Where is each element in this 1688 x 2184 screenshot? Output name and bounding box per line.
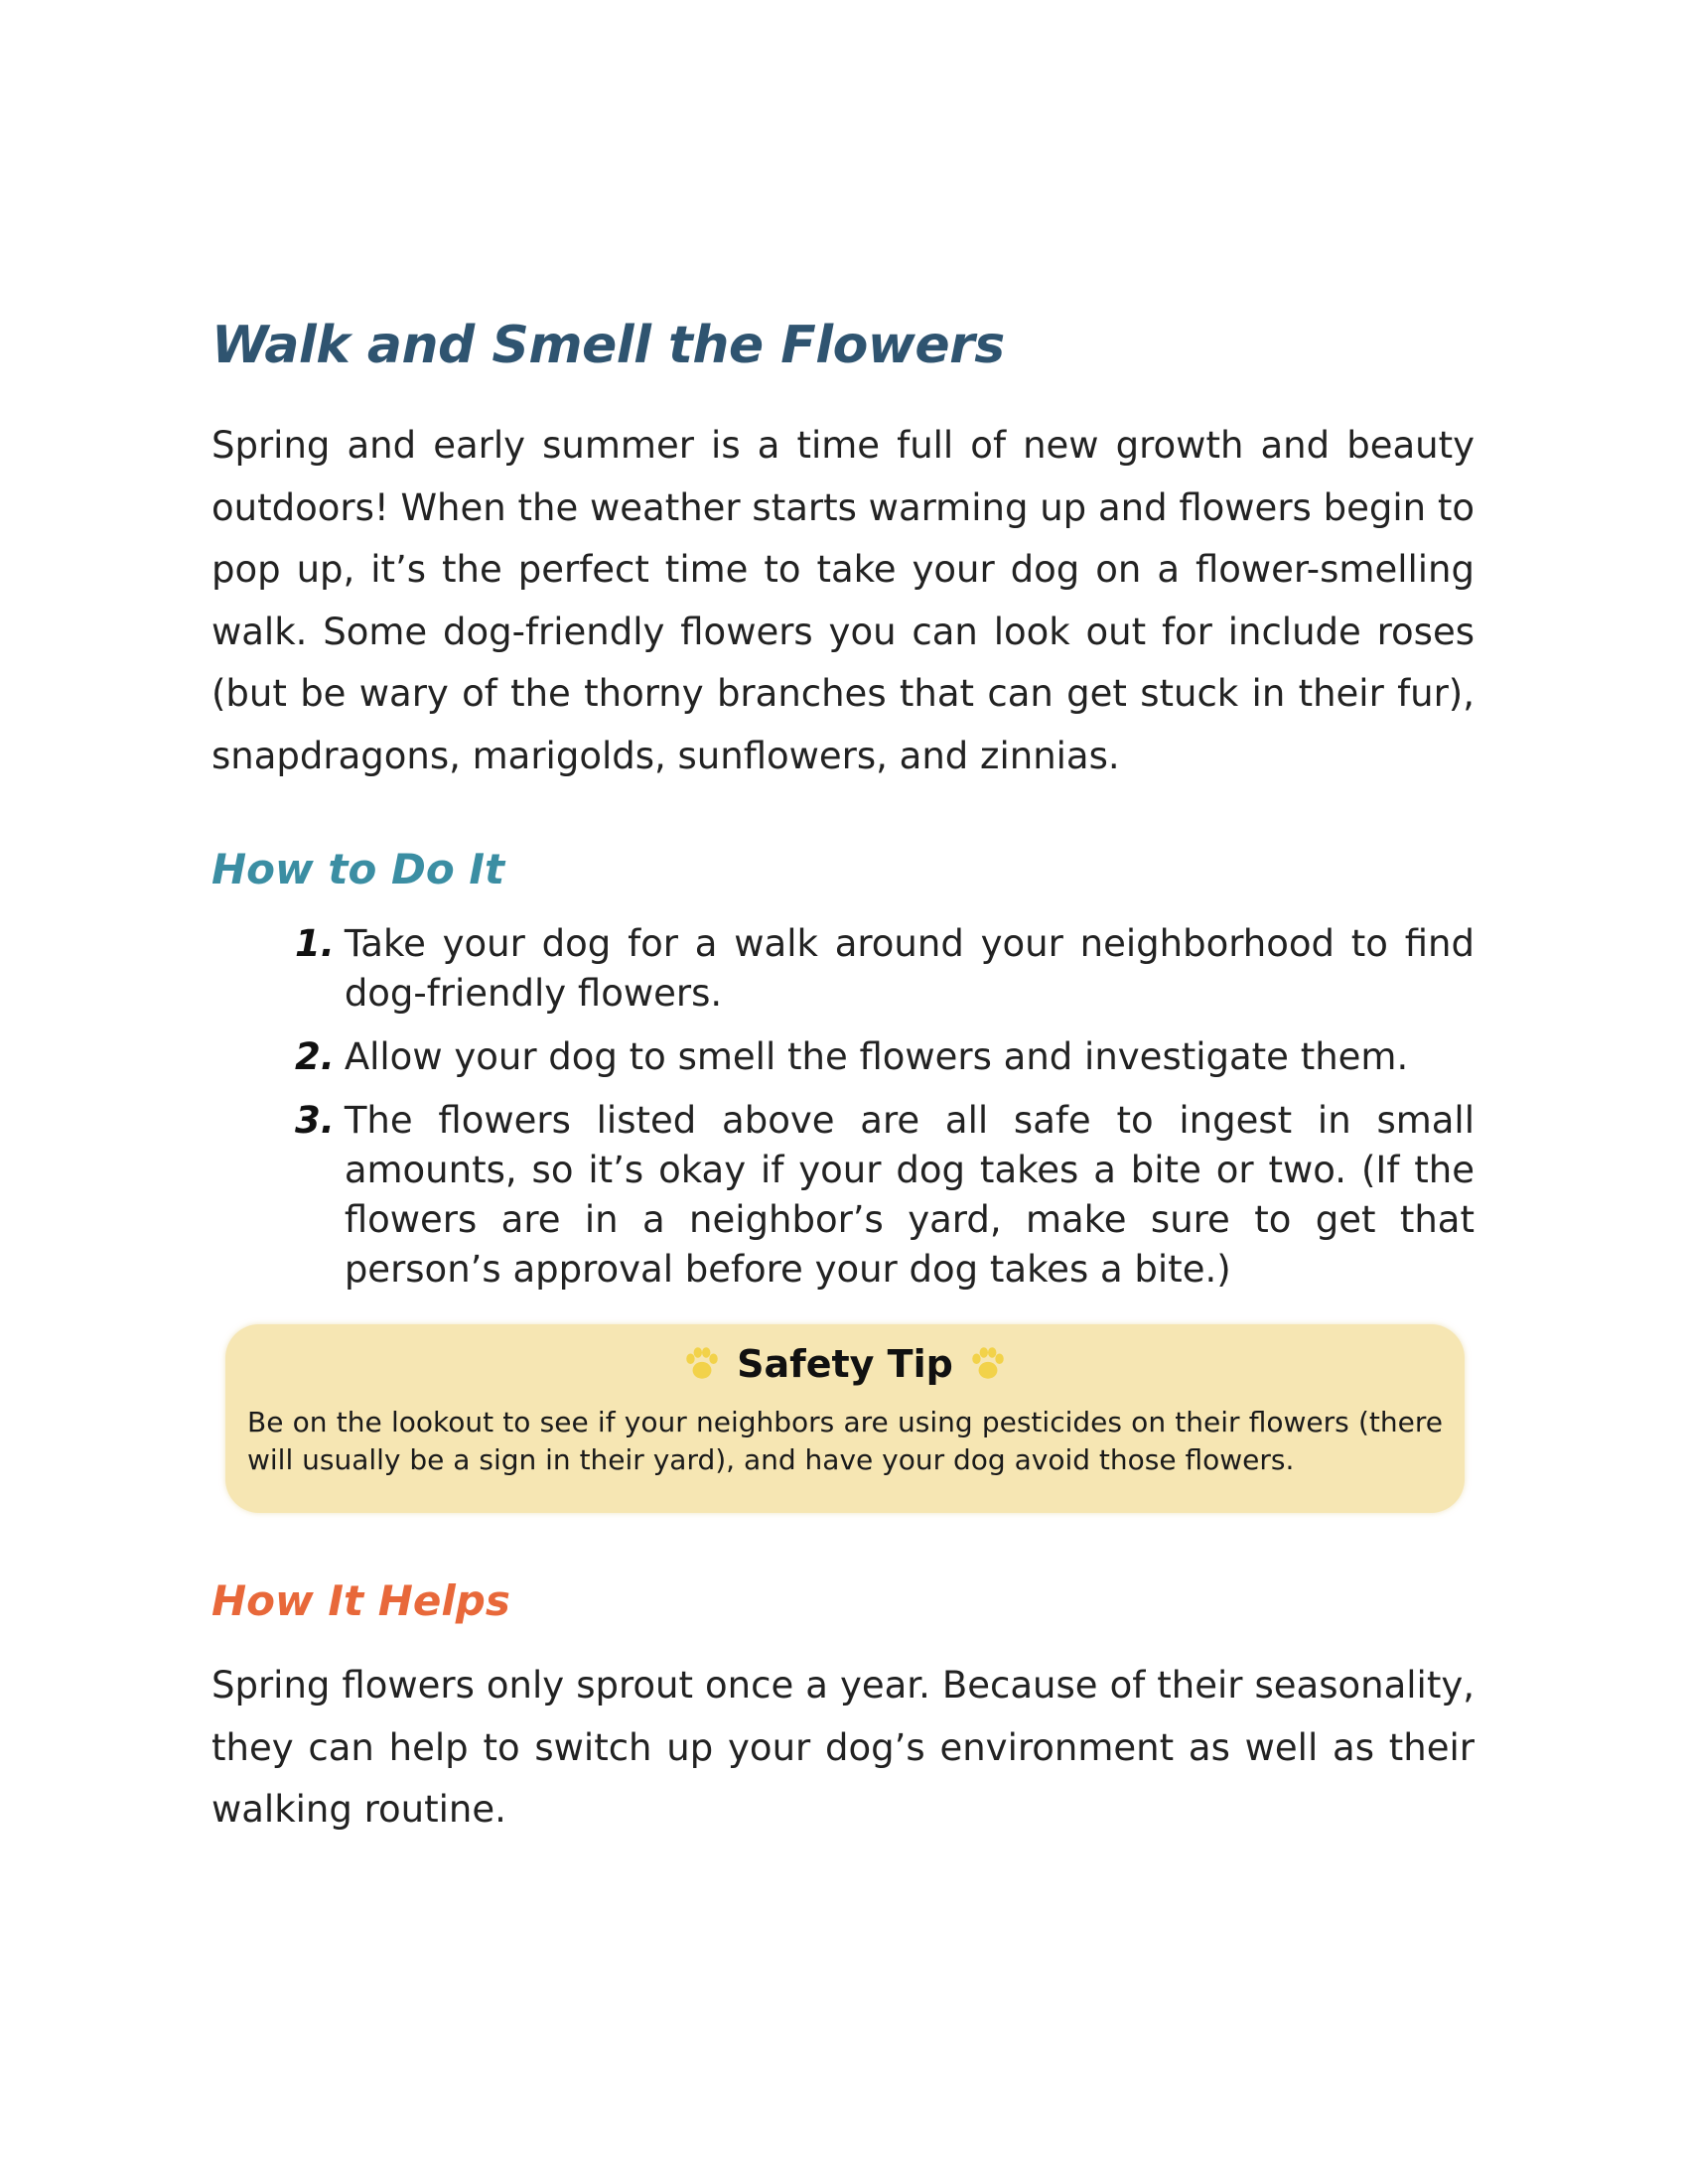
safety-tip-title: Safety Tip (737, 1342, 953, 1386)
step-number: 2. (295, 1035, 335, 1078)
steps-list (211, 919, 1475, 1295)
step-text: Allow your dog to smell the flowers and investigate them. (344, 1035, 1409, 1078)
safety-tip-header (247, 1342, 1443, 1386)
step-number: 1. (295, 922, 335, 965)
step-item (295, 1032, 1475, 1082)
step-number: 3. (295, 1099, 335, 1142)
safety-tip-text: Be on the lookout to see if your neighbors are using pesticides on their flowers (there will usually be a sign in their yard), and have your dog avoid those flowers. (247, 1406, 1443, 1476)
step-text: The flowers listed above are all safe to ingest in small amounts, so it’s okay if your dog takes a bite or two. (If the flowers are in a neighbor’s yard, make sure to get that person’s approval before your dog takes a bite.) (344, 1099, 1475, 1291)
intro-paragraph: Spring and early summer is a time full of new growth and beauty outdoors! When the weather starts warming up and flowers begin to pop up, it’s the perfect time to take your dog on a flower-smelling walk. Some dog-friendly flowers you can look out for include roses (but be wary of the thorny branches that can get stuck in their fur), snapdragons, marigolds, sunflowers, and zinnias. (211, 424, 1475, 777)
document-page (211, 316, 1475, 1842)
step-item (295, 919, 1475, 1019)
safety-tip-box (225, 1324, 1465, 1513)
how-it-helps-heading: How It Helps (211, 1576, 510, 1625)
how-to-heading: How to Do It (211, 845, 505, 893)
paw-print-icon (681, 1343, 723, 1385)
page-title: Walk and Smell the Flowers (211, 316, 1005, 375)
paw-print-icon (967, 1343, 1009, 1385)
step-text: Take your dog for a walk around your neighborhood to find dog-friendly flowers. (344, 922, 1475, 1015)
how-it-helps-paragraph: Spring flowers only sprout once a year. Because of their seasonality, they can help to switch up your dog’s environment as well as their walking routine. (211, 1664, 1475, 1831)
step-item (295, 1096, 1475, 1295)
